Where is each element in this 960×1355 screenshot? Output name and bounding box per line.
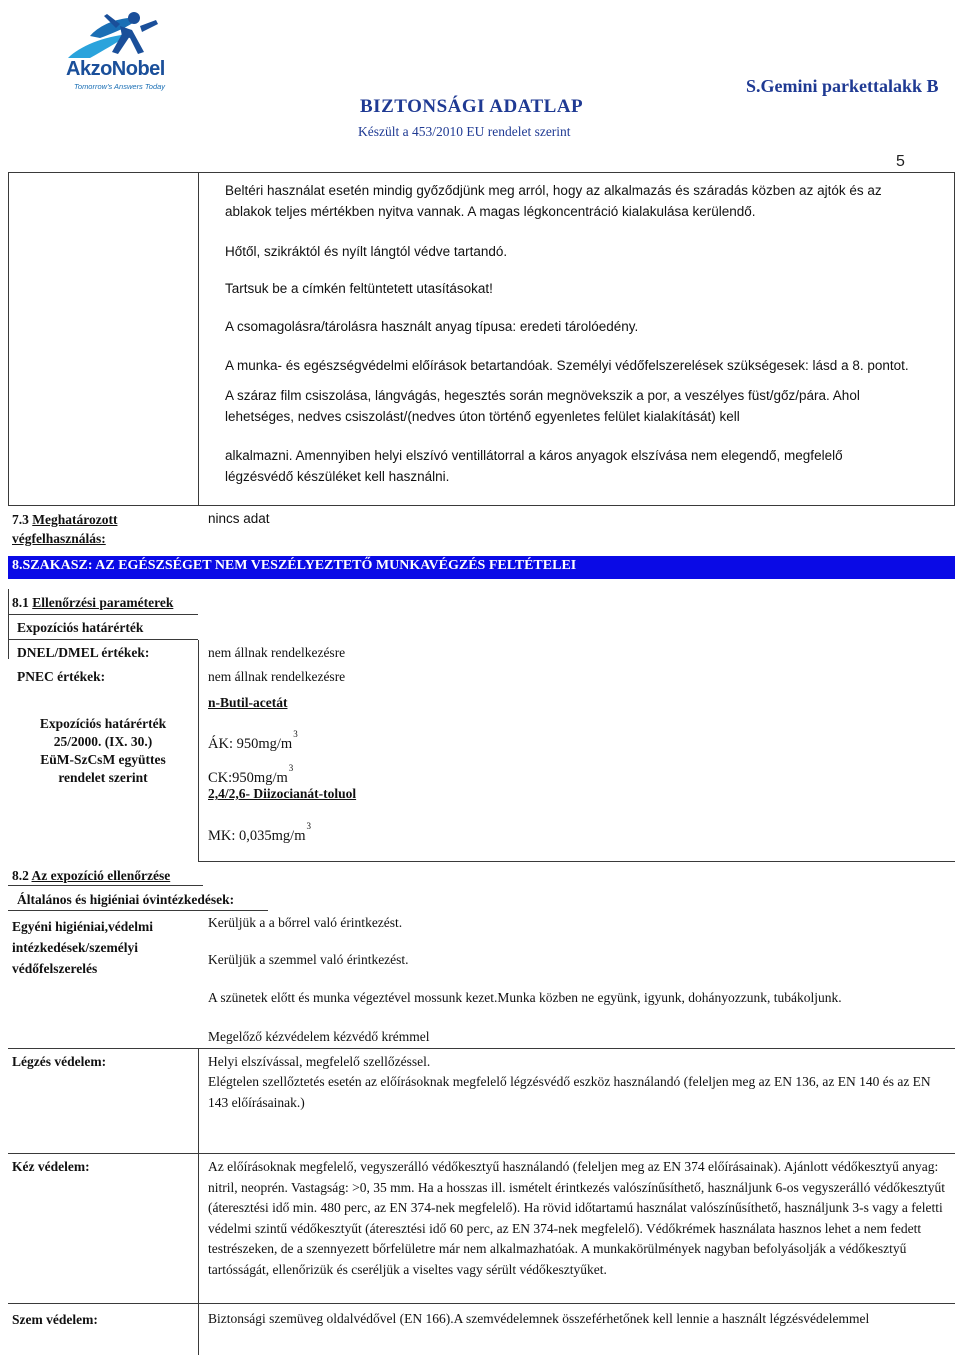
regulation-label-line-4: rendelet szerint [58,770,148,785]
limit-mk [208,816,311,846]
table-left-rule-s8 [8,589,9,659]
pnec-value: nem állnak rendelkezésre [208,669,346,684]
handling-paragraph-safety: A munka- és egészségvédelmi előírások betartandóak. Személyi védőfelszerelések szükségesek: lásd a 8. pontot. [225,358,909,373]
hygiene-label [12,916,153,979]
table-mid-rule-resp [198,1048,199,1153]
eye-protection-label: Szem védelem: [12,1312,98,1327]
handling-paragraph-heat: Hőtől, szikráktól és nyílt lángtól védve tartandó. [225,244,508,259]
row-rule-limits [198,861,955,862]
table-mid-rule-hand [198,1153,199,1303]
limit-mk-exponent: 3 [306,821,311,831]
product-name: S.Gemini parkettalakk B [746,76,939,96]
limit-ak-value: ÁK: 950mg/m [208,736,293,752]
row-rule-8-1 [8,614,198,615]
regulation-label-line-2: 25/2000. (IX. 30.) [53,734,153,749]
dnel-value: nem állnak rendelkezésre [208,645,346,660]
respiratory-label: Légzés védelem: [12,1054,107,1069]
limit-ck-exponent: 3 [288,763,294,773]
row-rule-hygiene [8,1048,955,1049]
eye-protection-text: Biztonsági szemüveg oldalvédővel (EN 166).A szemvédelemnek összeférhetőnek kell lennie a használt légzésvédelemmel [208,1311,870,1326]
substance-tdi: 2,4/2,6- Diizocianát-toluol [208,786,357,801]
regulation-label-line-3: EüM-SzCsM együttes [40,752,166,767]
hygiene-label-line-3: védőfelszerelés [12,961,98,976]
hygiene-eyes: Kerüljük a szemmel való érintkezést. [208,952,409,967]
hygiene-wash: A szünetek előtt és munka végeztével mossunk kezet.Munka közben ne együnk, igyunk, dohányozzunk, tubákoljunk. [208,990,842,1005]
hygiene-label-line-2: intézkedések/személyi [12,940,138,955]
hygiene-cream: Megelőző kézvédelem kézvédő krémmel [208,1029,430,1044]
handling-paragraph-extraction: alkalmazni. Amennyiben helyi elszívó ventillátorral a káros anyagok elszívása nem elegendő, megfelelő légzésvédő készüléket kell használni. [225,448,843,484]
section-7-3-number: 7.3 [12,512,29,527]
handling-paragraph-label: Tartsuk be a címkén feltüntetett utasításokat! [225,281,493,296]
row-rule-resp [8,1153,955,1154]
respiratory-line-1: Helyi elszívással, megfelelő szellőzéssel. [208,1054,431,1069]
row-rule-expozicio [8,639,198,640]
document-title: BIZTONSÁGI ADATLAP [360,96,584,117]
table-mid-rule-s8 [198,640,199,862]
section-7-3-value: nincs adat [208,511,270,526]
general-measures-heading: Általános és higiéniai óvintézkedések: [17,892,235,907]
dnel-label: DNEL/DMEL értékek: [17,645,150,660]
section-8-2-number: 8.2 [12,868,29,883]
company-name: AkzoNobel [66,58,165,80]
section-7-3-heading [12,510,197,548]
handling-paragraph-packaging: A csomagolásra/tárolásra használt anyag típusa: eredeti tárolóedény. [225,319,639,334]
table-left-rule-top [8,172,9,506]
row-rule-7-3 [8,505,955,506]
hand-protection-label: Kéz védelem: [12,1159,90,1174]
section-8-title: 8.SZAKASZ: AZ EGÉSZSÉGET NEM VESZÉLYEZTETŐ MUNKAVÉGZÉS FELTÉTELEI [12,558,577,573]
limit-ak [208,724,298,754]
table-right-rule-top [954,172,955,506]
handling-paragraph-sanding: A száraz film csiszolása, lángvágás, hegesztés során megnövekszik a por, a veszélyes füst/gőz/pára. Ahol lehetséges, nedves csiszolást/(nedves úton történő egyenletes felület kialakítását) kell [225,388,860,424]
section-8-2-label: Az expozíció ellenőrzése [31,868,171,883]
exposure-limit-regulation-label [8,715,198,787]
section-8-1-heading [12,593,173,613]
hand-protection-text: Az előírásoknak megfelelő, vegyszerálló védőkesztyű használandó (feleljen meg az EN 374 előírásainak). Ajánlott védőkesztyű anyag: nitril, neoprén. Vastagság: >0, 35 mm. Ha a hosszas ill. ismételt érintkezés valószínűsíthető, használjunk 6-os vegyszerálló védőkesztyűt (áteresztési idő min. 480 perc, az EN 374-nek megfelelő). Ha rövid időtartamú használat valószínűsíthető, használjunk 3-s vagy a feletti védelmi szintű védőkesztyűt (áteresztési idő 60 perc, az EN 374-nek megfelelő). Védőkrémek használata hasznos lehet a nem fedett testrészeken, de a szennyezett bőrfelületre már nem alkalmazhatóak. A munkakörülmények nagyban befolyásolják a védőkesztyű tartósságát, ellenőrizük és cseréljük a viseltes vagy sérült védőkesztyűket. [208,1159,945,1277]
table-top-rule [8,172,955,173]
document-subtitle: Készült a 453/2010 EU rendelet szerint [358,124,571,139]
akzonobel-logo [60,6,185,96]
exposure-limit-subheading: Expozíciós határérték [17,620,144,635]
section-8-2-heading [12,866,170,886]
section-8-1-number: 8.1 [12,595,29,610]
substance-butyl-acetate: n-Butil-acetát [208,695,288,710]
row-rule-hand [8,1303,955,1304]
section-8-1-label: Ellenőrzési paraméterek [32,595,174,610]
company-tagline: Tomorrow's Answers Today [74,82,166,91]
regulation-label-line-1: Expozíciós határérték [39,716,167,731]
row-rule-general [8,910,268,911]
hygiene-skin: Kerüljük a a bőrrel való érintkezést. [208,915,403,930]
section-7-3-label: Meghatározott végfelhasználás: [12,512,118,546]
page-number: 5 [896,153,905,170]
limit-ak-exponent: 3 [293,729,298,739]
limit-ck-value: CK:950mg/m [208,770,288,786]
hygiene-label-line-1: Egyéni higiéniai,védelmi [12,919,154,934]
table-mid-rule-top [198,172,199,506]
handling-paragraph-ventilation: Beltéri használat esetén mindig győződjünk meg arról, hogy az alkalmazás és száradás közben az ajtók és az ablakok teljes mértékben nyitva vannak. A magas légkoncentráció kialakulása kerülendő. [225,183,882,219]
pnec-label: PNEC értékek: [17,669,106,684]
limit-mk-value: MK: 0,035mg/m [208,828,306,844]
respiratory-line-2: Elégtelen szellőztetés esetén az előírásoknak megfelelő légzésvédő eszköz használandó (feleljen meg az EN 136, az EN 140 és az EN 143 előírásainak.) [208,1074,931,1110]
table-mid-rule-eye [198,1303,199,1355]
